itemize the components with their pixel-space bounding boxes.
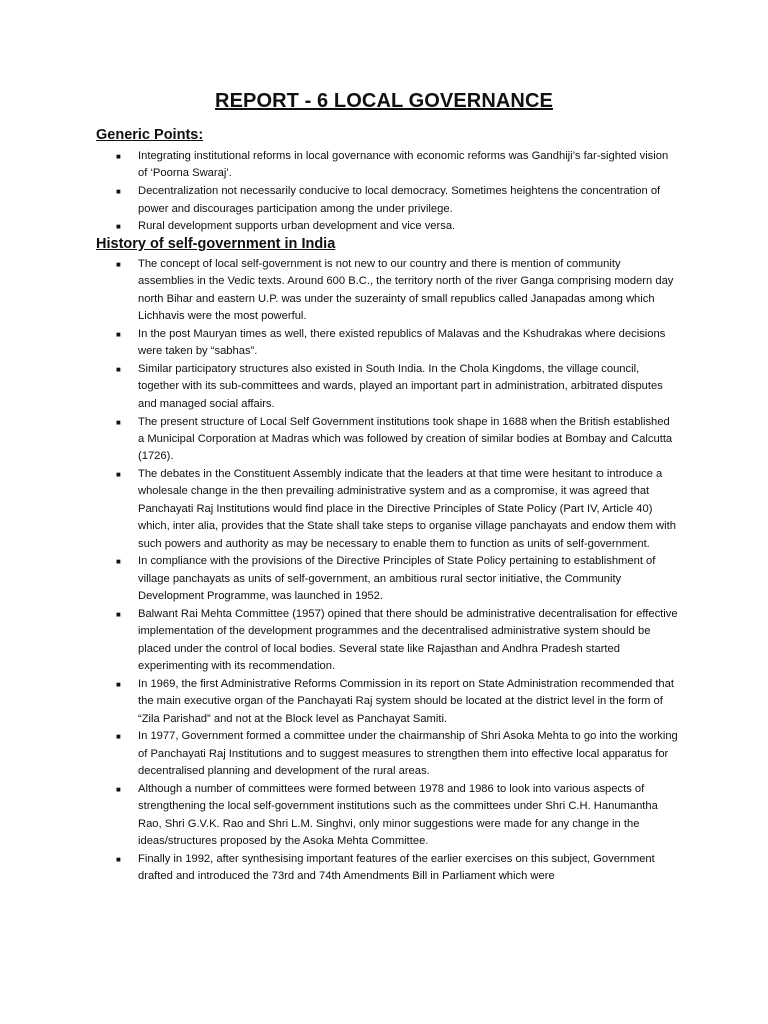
list-item-text: In 1969, the first Administrative Reforms Commission in its report on State Administration recommended that the main executive organ of the Panchayati Raj system should be located at the district level in the form of “Zila Parishad” and not at the Block level as Panchayat Samiti.	[138, 677, 674, 725]
bullet-square-icon: ■	[116, 854, 121, 864]
bullet-square-icon: ■	[116, 732, 121, 742]
bullet-square-icon: ■	[116, 417, 121, 427]
list-item	[0, 851, 678, 886]
bullet-square-icon: ■	[116, 187, 121, 197]
list-item	[0, 148, 678, 183]
list-item-text: In compliance with the provisions of the Directive Principles of State Policy pertaining to establishment of village panchayats as units of self-government, an ambitious rural sector initiative, the Community Development Programme, was launched in 1952.	[138, 555, 656, 603]
page-title: REPORT - 6 LOCAL GOVERNANCE	[215, 90, 553, 112]
history-list	[0, 256, 768, 886]
list-item	[0, 781, 678, 851]
bullet-square-icon: ■	[116, 784, 121, 794]
list-item	[0, 414, 678, 466]
list-item	[0, 553, 678, 605]
list-item	[0, 361, 678, 413]
section-heading-history: History of self-government in India	[96, 236, 336, 252]
bullet-square-icon: ■	[116, 260, 121, 269]
list-item	[0, 326, 678, 361]
section-heading-generic-points: Generic Points:	[96, 127, 204, 143]
list-item	[0, 256, 678, 326]
list-item	[0, 218, 678, 235]
bullet-square-icon: ■	[116, 609, 121, 619]
bullet-square-icon: ■	[116, 329, 121, 339]
list-item	[0, 466, 678, 553]
list-item	[0, 606, 678, 676]
generic-points-list	[0, 148, 768, 236]
bullet-square-icon: ■	[116, 365, 121, 375]
bullet-square-icon: ■	[116, 679, 121, 689]
list-item-text: Similar participatory structures also existed in South India. In the Chola Kingdoms, the village council, together with its sub-committees and wards, played an important part in administration, arbitrated disputes and managed social affairs.	[138, 363, 663, 410]
list-item-text: The present structure of Local Self Government institutions took shape in 1688 when the British established a Municipal Corporation at Madras which was followed by creation of similar bodies at Bombay and Calcutta (1726).	[138, 415, 673, 463]
bullet-square-icon: ■	[116, 222, 121, 232]
list-item-text: Rural development supports urban development and vice versa.	[138, 220, 456, 233]
bullet-square-icon: ■	[116, 557, 121, 567]
list-item	[0, 183, 678, 218]
list-item	[0, 728, 678, 780]
list-item-text: Decentralization not necessarily conducive to local democracy. Sometimes heightens the concentration of power and discourages participation among the under privilege.	[138, 185, 661, 215]
list-item	[0, 676, 678, 728]
list-item-text: In 1977, Government formed a committee under the chairmanship of Shri Asoka Mehta to go into the working of Panchayati Raj Institutions and to suggest measures to strengthen them into effective local apparatus for decentralised planning and development of the rural areas.	[138, 730, 678, 778]
list-item-text: The concept of local self-government is not new to our country and there is mention of community assemblies in the Vedic texts. Around 600 B.C., the territory north of the river Ganga comprising modern day north Bihar and eastern U.P. was under the suzerainty of small republics called Janapadas among which Lichhavis were the most powerful.	[138, 258, 674, 323]
list-item-text: The debates in the Constituent Assembly indicate that the leaders at that time were hesitant to introduce a wholesale change in the then prevailing administrative system and as a compromise, it was agreed that Panchayati Raj Institutions would find place in the Directive Principles of State Policy (Part IV, Article 40) which, inter alia, provides that the State shall take steps to organise village panchayats and endow them with such powers and authority as may be necessary to enable them to function as units of self-government.	[138, 468, 676, 550]
list-item-text: Finally in 1992, after synthesising important features of the earlier exercises on this subject, Government drafted and introduced the 73rd and 74th Amendments Bill in Parliament which were	[138, 852, 655, 883]
list-item-text: Although a number of committees were formed between 1978 and 1986 to look into various aspects of strengthening the local self-government institutions such as the committees under Shri C.H. Hanumantha Rao, Shri G.V.K. Rao and Shri L.M. Singhvi, only minor suggestions were made for any change in the ideas/structures proposed by the Asoka Mehta Committee.	[138, 782, 658, 848]
bullet-square-icon: ■	[116, 470, 121, 480]
bullet-square-icon: ■	[116, 152, 121, 161]
list-item-text: Integrating institutional reforms in local governance with economic reforms was Gandhiji’s far-sighted vision of ‘Poorna Swaraj’.	[138, 150, 669, 180]
list-item-text: In the post Mauryan times as well, there existed republics of Malavas and the Kshudrakas where decisions were taken by “sabhas”.	[138, 327, 666, 358]
list-item-text: Balwant Rai Mehta Committee (1957) opined that there should be administrative decentralisation for effective implementation of the development programmes and the decentralised administrative system should be placed under the control of local bodies. Several state like Rajasthan and Andhra Pradesh started experimenting with its recommendation.	[138, 607, 678, 673]
